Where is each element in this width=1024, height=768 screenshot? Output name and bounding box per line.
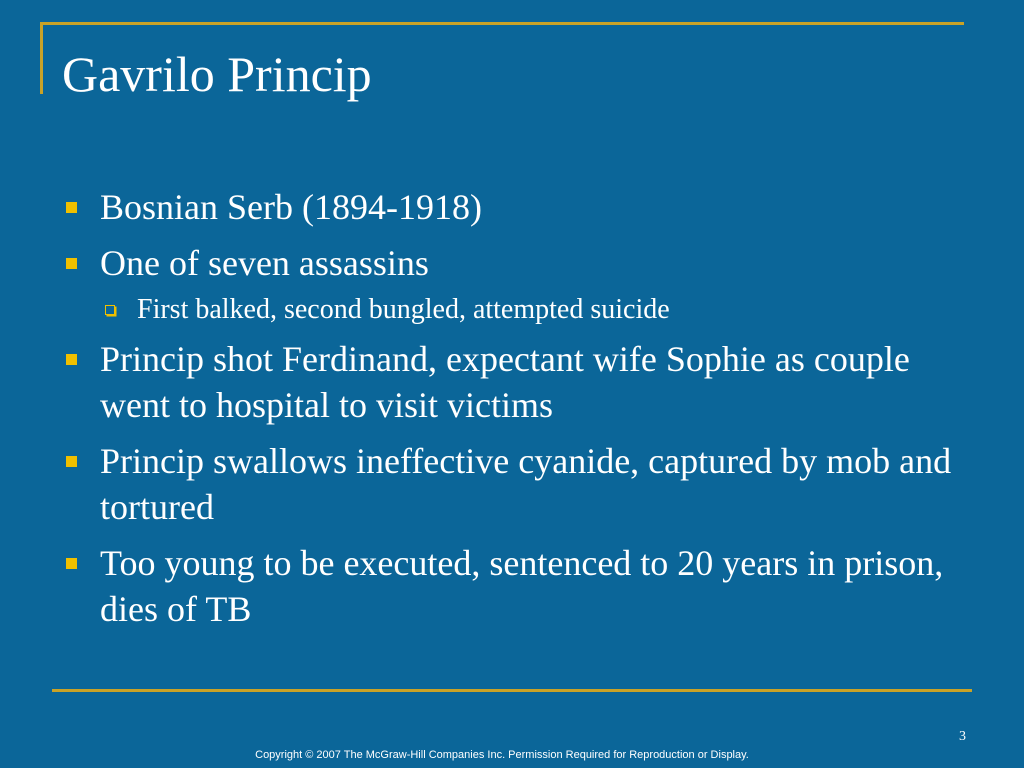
square-bullet-icon [66, 558, 77, 569]
slide-title: Gavrilo Princip [62, 46, 372, 102]
bullet-item [62, 336, 962, 428]
bullet-text: Princip swallows ineffective cyanide, captured by mob and tortured [100, 441, 952, 527]
page-number: 3 [959, 729, 966, 744]
copyright-footer: Copyright © 2007 The McGraw-Hill Companies Inc. Permission Required for Reproduction or Display. [255, 749, 749, 761]
title-frame-left-rule [40, 22, 43, 94]
sub-bullet-text: First balked, second bungled, attempted suicide [137, 294, 670, 325]
footer-rule [52, 689, 972, 692]
bullet-list [62, 184, 962, 642]
square-bullet-icon [66, 354, 77, 365]
hollow-square-bullet-icon [105, 305, 115, 315]
bullet-item [62, 240, 962, 286]
sub-bullet-item [62, 290, 962, 330]
bullet-item [62, 438, 962, 530]
square-bullet-icon [66, 456, 77, 467]
bullet-item [62, 540, 962, 632]
square-bullet-icon [66, 258, 77, 269]
bullet-text: Princip shot Ferdinand, expectant wife Sophie as couple went to hospital to visit victims [100, 339, 910, 425]
bullet-text: Too young to be executed, sentenced to 20 years in prison, dies of TB [100, 543, 944, 629]
bullet-item [62, 184, 962, 230]
bullet-text: Bosnian Serb (1894-1918) [100, 187, 482, 227]
square-bullet-icon [66, 202, 77, 213]
bullet-text: One of seven assassins [100, 243, 429, 283]
title-frame-top-rule [40, 22, 964, 25]
